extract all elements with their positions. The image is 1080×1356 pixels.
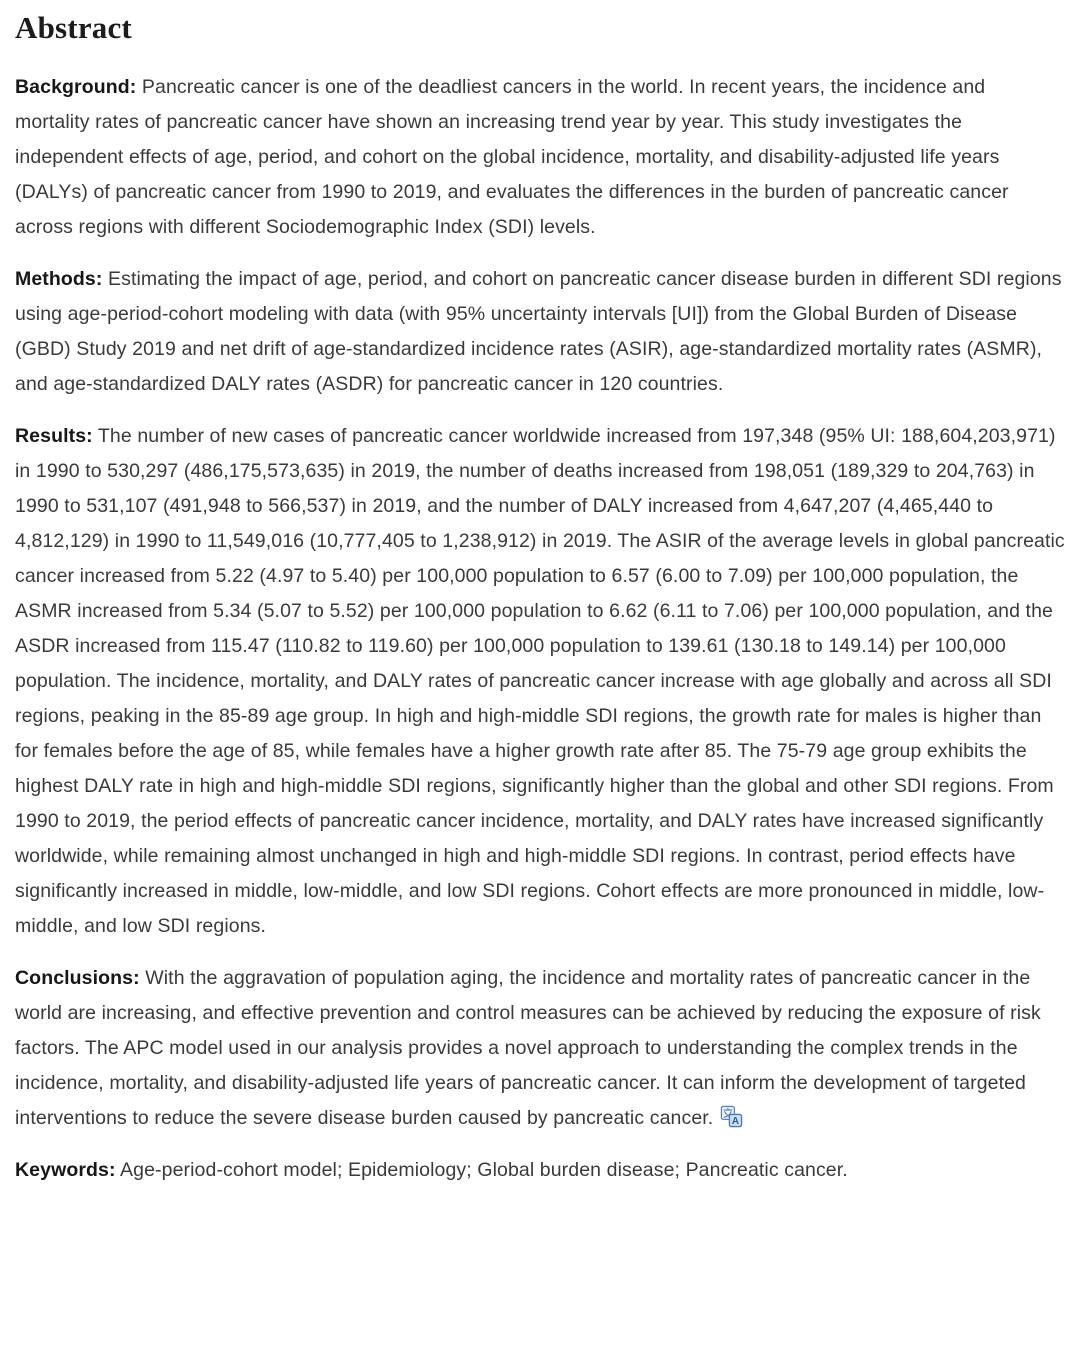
abstract-paragraph-results	[15, 419, 1065, 944]
methods-text: Estimating the impact of age, period, and cohort on pancreatic cancer disease burden in different SDI regions using age-period-cohort modeling with data (with 95% uncertainty intervals [UI]) from the Global Burden of Disease (GBD) Study 2019 and net drift of age-standardized incidence rates (ASIR), age-standardized mortality rates (ASMR), and age-standardized DALY rates (ASDR) for pancreatic cancer in 120 countries.	[15, 268, 1062, 395]
methods-label: Methods:	[15, 268, 103, 290]
keywords-label: Keywords:	[15, 1159, 116, 1181]
results-text: The number of new cases of pancreatic cancer worldwide increased from 197,348 (95% UI: 188,604,203,971) in 1990 to 530,297 (486,175,573,635) in 2019, the number of deaths increased from 198,051 (189,329 to 204,763) in 1990 to 531,107 (491,948 to 566,537) in 2019, and the number of DALY increased from 4,647,207 (4,465,440 to 4,812,129) in 1990 to 11,549,016 (10,777,405 to 1,238,912) in 2019. The ASIR of the average levels in global pancreatic cancer increased from 5.22 (4.97 to 5.40) per 100,000 population to 6.57 (6.00 to 7.09) per 100,000 population, the ASMR increased from 5.34 (5.07 to 5.52) per 100,000 population to 6.62 (6.11 to 7.06) per 100,000 population, and the ASDR increased from 115.47 (110.82 to 119.60) per 100,000 population to 139.61 (130.18 to 149.14) per 100,000 population. The incidence, mortality, and DALY rates of pancreatic cancer increase with age globally and across all SDI regions, peaking in the 85-89 age group. In high and high-middle SDI regions, the growth rate for males is higher than for females before the age of 85, while females have a higher growth rate after 85. The 75-79 age group exhibits the highest DALY rate in high and high-middle SDI regions, significantly higher than the global and other SDI regions. From 1990 to 2019, the period effects of pancreatic cancer incidence, mortality, and DALY rates have increased significantly worldwide, while remaining almost unchanged in high and high-middle SDI regions. In contrast, period effects have significantly increased in middle, low-middle, and low SDI regions. Cohort effects are more pronounced in middle, low-middle, and low SDI regions.	[15, 425, 1065, 937]
conclusions-text: With the aggravation of population aging, the incidence and mortality rates of pancreatic cancer in the world are increasing, and effective prevention and control measures can be achieved by reducing the exposure of risk factors. The APC model used in our analysis provides a novel approach to understanding the complex trends in the incidence, mortality, and disability-adjusted life years of pancreatic cancer. It can inform the development of targeted interventions to reduce the severe disease burden caused by pancreatic cancer.	[15, 967, 1041, 1129]
keywords-text: Age-period-cohort model; Epidemiology; Global burden disease; Pancreatic cancer.	[120, 1159, 848, 1181]
abstract-paragraph-background	[15, 70, 1065, 245]
page-title: Abstract	[15, 10, 132, 45]
background-label: Background:	[15, 76, 137, 98]
background-text: Pancreatic cancer is one of the deadliest cancers in the world. In recent years, the incidence and mortality rates of pancreatic cancer have shown an increasing trend year by year. This study investigates the independent effects of age, period, and cohort on the global incidence, mortality, and disability-adjusted life years (DALYs) of pancreatic cancer from 1990 to 2019, and evaluates the differences in the burden of pancreatic cancer across regions with different Sociodemographic Index (SDI) levels.	[15, 76, 1009, 238]
abstract-paragraph-methods	[15, 262, 1065, 402]
svg-text:A: A	[732, 1116, 740, 1128]
translate-icon[interactable]	[720, 1105, 743, 1128]
keywords-line	[15, 1153, 1065, 1188]
conclusions-label: Conclusions:	[15, 967, 140, 989]
results-label: Results:	[15, 425, 93, 447]
abstract-paragraph-conclusions	[15, 961, 1065, 1136]
